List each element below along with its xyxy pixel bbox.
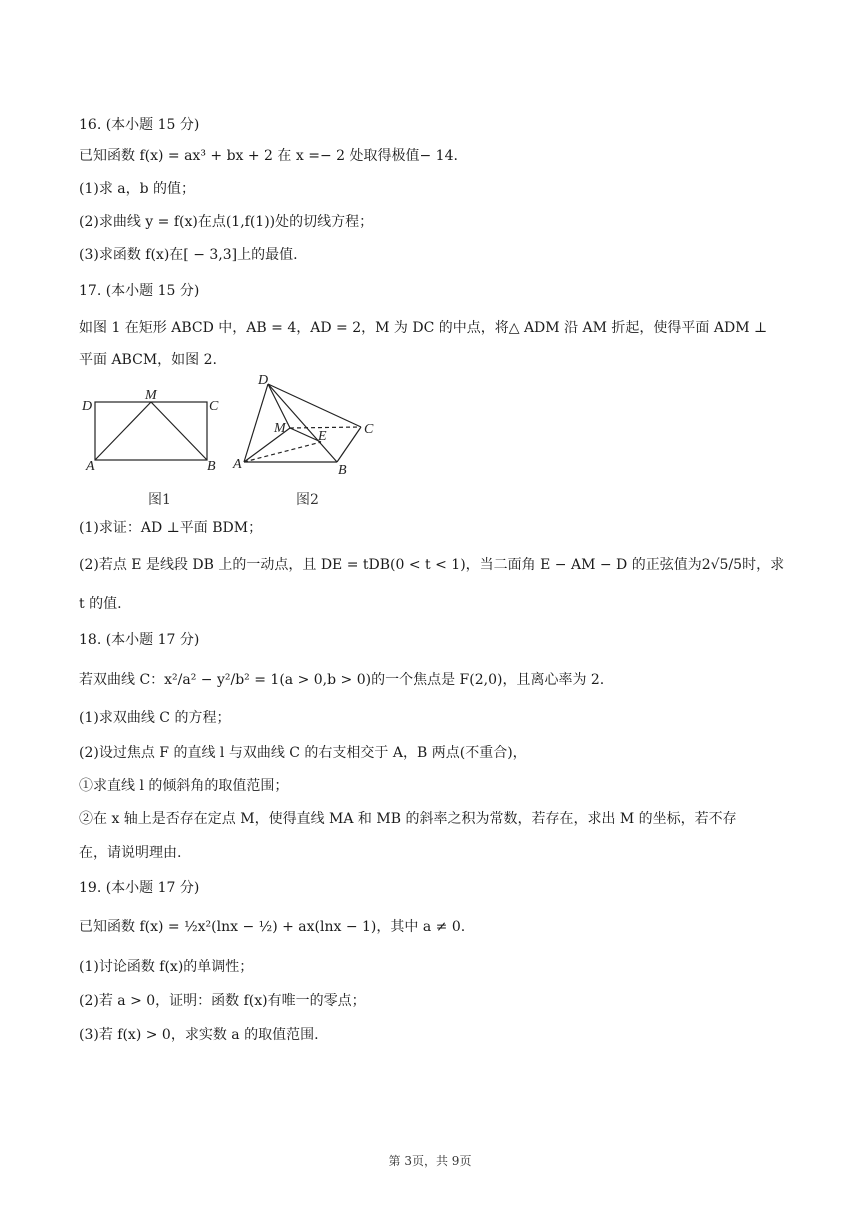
problem-19-line: (3)若 f(x) > 0，求实数 a 的取值范围. — [79, 1027, 319, 1043]
problem-19-header: 19. (本小题 17 分) — [79, 880, 200, 896]
problem-18-line: 若双曲线 C：x²/a² − y²/b² = 1(a > 0,b > 0)的一个焦点是 F(2,0)，且离心率为 2. — [79, 672, 605, 688]
fig1-label-b: B — [207, 459, 216, 474]
segment-me — [290, 428, 321, 442]
fig1-label-c: C — [209, 399, 219, 414]
fig2-label-m: M — [274, 421, 286, 436]
fig1-label-d: D — [82, 399, 93, 414]
problem-17-header: 17. (本小题 15 分) — [79, 283, 200, 299]
problem-19-line: 已知函数 f(x) = ½x²(lnx − ½) + ax(lnx − 1)，其中 a ≠ 0. — [79, 919, 466, 935]
problem-18-line: (2)设过焦点 F 的直线 l 与双曲线 C 的右支相交于 A，B 两点(不重合)， — [79, 745, 527, 761]
problem-18-line: (1)求双曲线 C 的方程； — [79, 710, 231, 726]
problem-19-line: (1)讨论函数 f(x)的单调性； — [79, 959, 254, 975]
figures — [78, 372, 378, 512]
fig2-label-a: A — [233, 457, 242, 472]
problem-18-line: ②在 x 轴上是否存在定点 M，使得直线 MA 和 MB 的斜率之积为常数，若存在，求出 M 的坐标，若不存 — [79, 811, 737, 827]
fig2-caption: 图2 — [296, 492, 319, 508]
segment-da — [244, 384, 268, 462]
problem-19-line: (2)若 a > 0，证明：函数 f(x)有唯一的零点； — [79, 993, 366, 1009]
fig2-label-d: D — [258, 373, 269, 388]
problem-17-line: t 的值. — [79, 596, 122, 612]
segment-mb — [151, 402, 207, 460]
segment-mc — [290, 427, 361, 428]
problem-18-line: ①求直线 l 的倾斜角的取值范围； — [79, 778, 289, 794]
problem-16-header: 16. (本小题 15 分) — [79, 117, 200, 133]
segment-bc — [337, 427, 361, 462]
fig1-label-a: A — [86, 459, 95, 474]
problem-16-line: (2)求曲线 y = f(x)在点(1,f(1))处的切线方程； — [79, 214, 374, 230]
geometry-figures — [78, 372, 378, 512]
fig1-caption: 图1 — [148, 492, 171, 508]
problem-17-line: (2)若点 E 是线段 DB 上的一动点，且 DE = tDB(0 < t < 1)，当二面角 E − AM − D 的正弦值为2√5/5时，求 — [79, 557, 785, 573]
rectangle-abcd — [95, 402, 207, 460]
fig2-label-c: C — [364, 422, 374, 437]
problem-16-line: 已知函数 f(x) = ax³ + bx + 2 在 x =− 2 处取得极值− 14. — [79, 148, 458, 164]
fig2-label-b: B — [338, 463, 347, 478]
fig1-label-m: M — [145, 388, 157, 403]
segment-am — [95, 402, 151, 460]
problem-18-line: 在，请说明理由. — [79, 845, 182, 861]
figure-1 — [95, 402, 207, 460]
problem-17-line: (1)求证：AD ⊥平面 BDM； — [79, 520, 263, 536]
fig2-label-e: E — [318, 429, 327, 444]
problem-18-header: 18. (本小题 17 分) — [79, 632, 200, 648]
page-footer: 第 3页，共 9页 — [388, 1154, 472, 1168]
problem-17-line: 如图 1 在矩形 ABCD 中，AB = 4，AD = 2，M 为 DC 的中点，将△ ADM 沿 AM 折起，使得平面 ADM ⊥平面 ABCM，如图 2. — [79, 320, 768, 368]
problem-16-line: (3)求函数 f(x)在[ − 3,3]上的最值. — [79, 247, 298, 263]
figure-2 — [244, 384, 361, 462]
segment-ae — [244, 442, 321, 462]
problem-16-line: (1)求 a，b 的值； — [79, 181, 196, 197]
